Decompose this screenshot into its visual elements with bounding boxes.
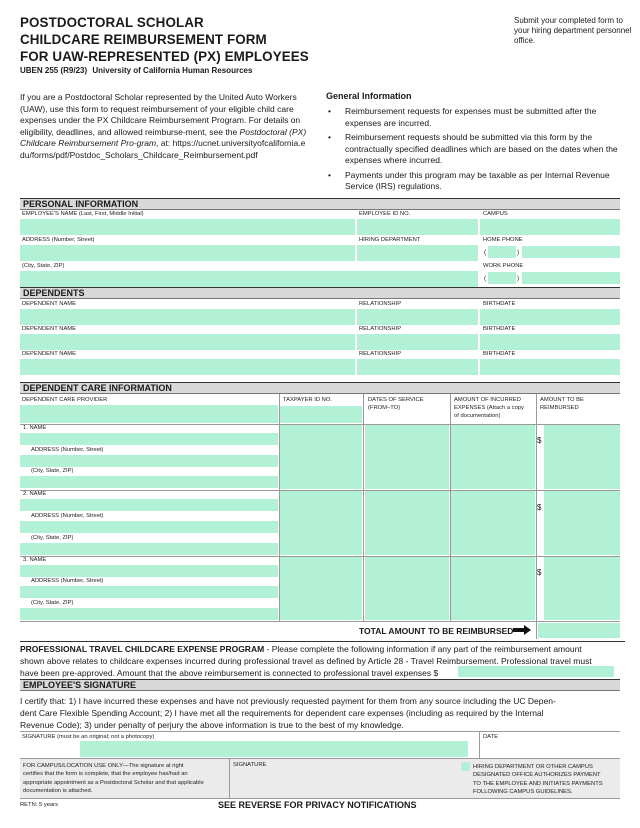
- relationship-label: RELATIONSHIP: [359, 351, 402, 357]
- dollar-sign: $: [537, 436, 542, 445]
- incurred-expenses-field[interactable]: [451, 425, 535, 489]
- incurred-expenses-field[interactable]: [451, 557, 535, 620]
- incurred-expenses-header-line: of documentation): [454, 413, 501, 419]
- authorization-line: TO THE EMPLOYEE AND INITIATES PAYMENTS: [473, 780, 603, 787]
- title-line: POSTDOCTORAL SCHOLAR: [20, 15, 204, 30]
- care-provider-header-field[interactable]: [20, 405, 278, 423]
- taxpayer-id-field[interactable]: [280, 557, 362, 620]
- incurred-expenses-header-line: EXPENSES (Attach a copy: [454, 405, 524, 411]
- provider-name-label: 2. NAME: [23, 491, 47, 497]
- campus-label: CAMPUS: [483, 211, 508, 217]
- table-divider: [20, 424, 620, 425]
- form-id: [20, 66, 252, 75]
- birthdate-field[interactable]: [480, 334, 620, 350]
- city-state-zip-label: (City, State, ZIP): [22, 263, 65, 269]
- office-use-line: certifies that the form is complete, that the employee has/had an: [23, 771, 188, 778]
- certification-text: [20, 695, 625, 731]
- dates-of-service-header-line: DATES OF SERVICE: [368, 397, 424, 403]
- work-phone-field[interactable]: [522, 272, 620, 284]
- intro-text: If you are a Postdoctoral Scholar represented by the United Auto Workers (UAW), use this form to request reimbursement of your eligible child care expenses under the PX Childcare Reimbursement Program. For details on eligibility, deadlines, and allowed reimburse-ment, see the: [20, 92, 301, 137]
- divider: [20, 798, 620, 799]
- general-info-title: General Information: [326, 91, 412, 101]
- table-divider: [20, 490, 620, 491]
- provider-name-label: 1. NAME: [23, 425, 47, 431]
- taxpayer-id-field[interactable]: [280, 491, 362, 555]
- dependent-name-field[interactable]: [20, 359, 355, 375]
- relationship-field[interactable]: [357, 334, 478, 350]
- birthdate-label: BIRTHDATE: [483, 326, 516, 332]
- certification-line: dent Care Flexible Spending Account; 2) I have met all the requirements for dependent care expenses (including as required by the Internal: [20, 708, 544, 718]
- relationship-label: RELATIONSHIP: [359, 301, 402, 307]
- dates-of-service-field[interactable]: [365, 425, 449, 489]
- employee-signature-field[interactable]: [80, 741, 468, 757]
- section-dependent-care-information: DEPENDENT CARE INFORMATION: [20, 382, 620, 394]
- provider-address-label: ADDRESS (Number, Street): [31, 447, 104, 453]
- reverse-notice: SEE REVERSE FOR PRIVACY NOTIFICATIONS: [218, 800, 417, 810]
- certification-line: I certify that: 1) I have incurred these expenses and have not previously requested payment for them from any source including the UC Depen-: [20, 696, 556, 706]
- dependent-name-field[interactable]: [20, 309, 355, 325]
- table-divider: [20, 556, 620, 557]
- provider-name-field[interactable]: [20, 433, 278, 445]
- table-divider: [450, 394, 451, 622]
- authorization-checkbox[interactable]: [461, 762, 470, 771]
- home-phone-paren-open: (: [484, 249, 487, 256]
- dates-of-service-field[interactable]: [365, 557, 449, 620]
- section-personal-information: PERSONAL INFORMATION: [20, 198, 620, 210]
- form-title: [20, 14, 309, 65]
- authorization-line: DESIGNATED OFFICE AUTHORIZES PAYMENT: [473, 772, 601, 779]
- authorization-line: HIRING DEPARTMENT OR OTHER CAMPUS: [473, 764, 593, 770]
- incurred-expenses-header-line: AMOUNT OF INCURRED: [454, 397, 521, 403]
- provider-city-label: (City, State, ZIP): [31, 535, 74, 541]
- divider: [20, 731, 620, 732]
- office-use-note: [23, 762, 204, 795]
- office-use-line: appropriate appointment as a Postdoctoral Scholar and that applicable: [23, 779, 204, 786]
- birthdate-field[interactable]: [480, 309, 620, 325]
- relationship-field[interactable]: [357, 359, 478, 375]
- authorization-note: [473, 763, 603, 796]
- hiring-department-label: HIRING DEPARTMENT: [359, 237, 421, 243]
- table-divider: [279, 394, 280, 622]
- general-info-item: • Reimbursement requests for expenses must be submitted after the expenses are incurred.: [326, 106, 622, 129]
- taxpayer-id-column-header: TAXPAYER ID NO.: [283, 397, 332, 403]
- provider-address-field[interactable]: [20, 586, 278, 598]
- work-phone-paren-open: (: [484, 275, 487, 282]
- campus-field[interactable]: [480, 219, 620, 235]
- provider-name-field[interactable]: [20, 565, 278, 577]
- amount-reimbursed-field[interactable]: [544, 557, 620, 620]
- provider-city-field[interactable]: [20, 608, 278, 620]
- dependent-name-label: DEPENDENT NAME: [22, 301, 77, 307]
- home-phone-area-code-field[interactable]: [488, 246, 516, 258]
- incurred-expenses-column-header: [454, 397, 524, 419]
- provider-address-label: ADDRESS (Number, Street): [31, 513, 104, 519]
- home-phone-label: HOME PHONE: [483, 237, 523, 243]
- intro-paragraph: [20, 92, 310, 161]
- relationship-field[interactable]: [357, 309, 478, 325]
- title-line: CHILDCARE REIMBURSEMENT FORM: [20, 32, 267, 47]
- dollar-sign: $: [537, 568, 542, 577]
- employee-name-field[interactable]: [20, 219, 355, 235]
- amount-reimbursed-field[interactable]: [544, 425, 620, 489]
- dates-of-service-field[interactable]: [365, 491, 449, 555]
- provider-name-label: 3. NAME: [23, 557, 47, 563]
- travel-amount-field[interactable]: [458, 666, 614, 677]
- office-use-line: documentation is attached.: [23, 787, 93, 794]
- provider-address-label: ADDRESS (Number, Street): [31, 578, 104, 584]
- professional-travel-text: shown above relates to childcare expenses incurred during professional travel as defined by Article 28 - Travel Reimbursement. Professional travel must: [20, 656, 592, 666]
- employee-id-field[interactable]: [357, 219, 478, 235]
- retention-note: RETN: 5 years: [20, 802, 59, 808]
- provider-city-label: (City, State, ZIP): [31, 600, 74, 606]
- provider-address-field[interactable]: [20, 455, 278, 467]
- incurred-expenses-field[interactable]: [451, 491, 535, 555]
- submit-note: Submit your completed form to your hiring department personnel office.: [514, 16, 632, 45]
- divider: [479, 731, 480, 758]
- dependent-name-field[interactable]: [20, 334, 355, 350]
- address-field[interactable]: [20, 245, 355, 261]
- dates-of-service-column-header: [368, 397, 424, 411]
- employee-name-label: EMPLOYEE'S NAME (Last, First, Middle Initial): [22, 211, 144, 217]
- taxpayer-id-field[interactable]: [280, 425, 362, 489]
- home-phone-field[interactable]: [522, 246, 620, 258]
- city-state-zip-field[interactable]: [20, 271, 478, 287]
- office-use-line: FOR CAMPUS/LOCATION USE ONLY—The signature at right: [23, 763, 184, 769]
- form-number: UBEN 255 (R9/23): [20, 66, 88, 75]
- provider-address-field[interactable]: [20, 521, 278, 533]
- professional-travel-title: PROFESSIONAL TRAVEL CHILDCARE EXPENSE PROGRAM: [20, 644, 265, 654]
- section-employees-signature: EMPLOYEE'S SIGNATURE: [20, 679, 620, 691]
- total-amount-field[interactable]: [538, 623, 620, 638]
- divider: [229, 759, 230, 798]
- office-signature-label: SIGNATURE: [233, 762, 267, 768]
- work-phone-area-code-field[interactable]: [488, 272, 516, 284]
- general-info-list: [326, 106, 622, 196]
- employee-id-label: EMPLOYEE ID NO.: [359, 211, 411, 217]
- amount-reimbursed-header-line: REIMBURSED: [540, 405, 579, 411]
- work-phone-label: WORK PHONE: [483, 263, 524, 269]
- dependent-name-label: DEPENDENT NAME: [22, 351, 77, 357]
- work-phone-paren-close: ): [517, 275, 520, 282]
- intro-url: , at: https://ucnet.universityofcalifornia.edu/forms/pdf/Postdoc_Scholars_Childcare_Reimbursement.pdf: [20, 138, 306, 160]
- taxpayer-id-header-field[interactable]: [280, 406, 362, 423]
- amount-reimbursed-field[interactable]: [544, 491, 620, 555]
- professional-travel-text: - Please complete the following information if any part of the reimbursement amount: [264, 644, 582, 654]
- provider-city-label: (City, State, ZIP): [31, 468, 74, 474]
- amount-reimbursed-column-header: [540, 397, 584, 411]
- employee-signature-label: SIGNATURE (must be an original; not a photocopy): [22, 734, 155, 740]
- dates-of-service-header-line: (FROM–TO): [368, 405, 401, 411]
- table-divider: [363, 394, 364, 622]
- provider-name-field[interactable]: [20, 499, 278, 511]
- dependent-name-label: DEPENDENT NAME: [22, 326, 77, 332]
- intro-program-name: Postdoctoral (PX) Childcare Reimbursement Pro-gram: [20, 126, 307, 148]
- care-provider-column-header: DEPENDENT CARE PROVIDER: [22, 397, 108, 403]
- birthdate-label: BIRTHDATE: [483, 351, 516, 357]
- relationship-label: RELATIONSHIP: [359, 326, 402, 332]
- total-amount-label: TOTAL AMOUNT TO BE REIMBURSED: [359, 626, 514, 636]
- professional-travel-text: have been pre-approved. Amount that the above reimbursement is connected to professional travel expenses $: [20, 668, 439, 678]
- date-label: DATE: [483, 734, 499, 740]
- amount-reimbursed-header-line: AMOUNT TO BE: [540, 397, 584, 403]
- home-phone-paren-close: ): [517, 249, 520, 256]
- general-info-item: • Payments under this program may be taxable as per Internal Revenue Service (IRS) regulations.: [326, 170, 622, 193]
- general-info-item: • Reimbursement requests should be submitted via this form by the contractually specified deadlines which are based on the dates when the expenses where incurred.: [326, 132, 622, 167]
- certification-line: Revenue Code); 3) under penalty of perjury the above information is true to the best of my knowledge.: [20, 720, 404, 730]
- form-org: University of California Human Resources: [92, 66, 253, 75]
- table-divider: [536, 394, 537, 639]
- section-dependents: DEPENDENTS: [20, 287, 620, 299]
- table-divider: [20, 621, 620, 622]
- arrow-right-icon: [513, 625, 531, 635]
- address-label: ADDRESS (Number, Street): [22, 237, 95, 243]
- hiring-department-field[interactable]: [357, 245, 478, 261]
- dollar-sign: $: [537, 503, 542, 512]
- provider-city-field[interactable]: [20, 543, 278, 555]
- birthdate-label: BIRTHDATE: [483, 301, 516, 307]
- birthdate-field[interactable]: [480, 359, 620, 375]
- authorization-line: FOLLOWING CAMPUS GUIDELINES.: [473, 788, 573, 795]
- provider-city-field[interactable]: [20, 476, 278, 488]
- title-line: FOR UAW-REPRESENTED (PX) EMPLOYEES: [20, 49, 309, 64]
